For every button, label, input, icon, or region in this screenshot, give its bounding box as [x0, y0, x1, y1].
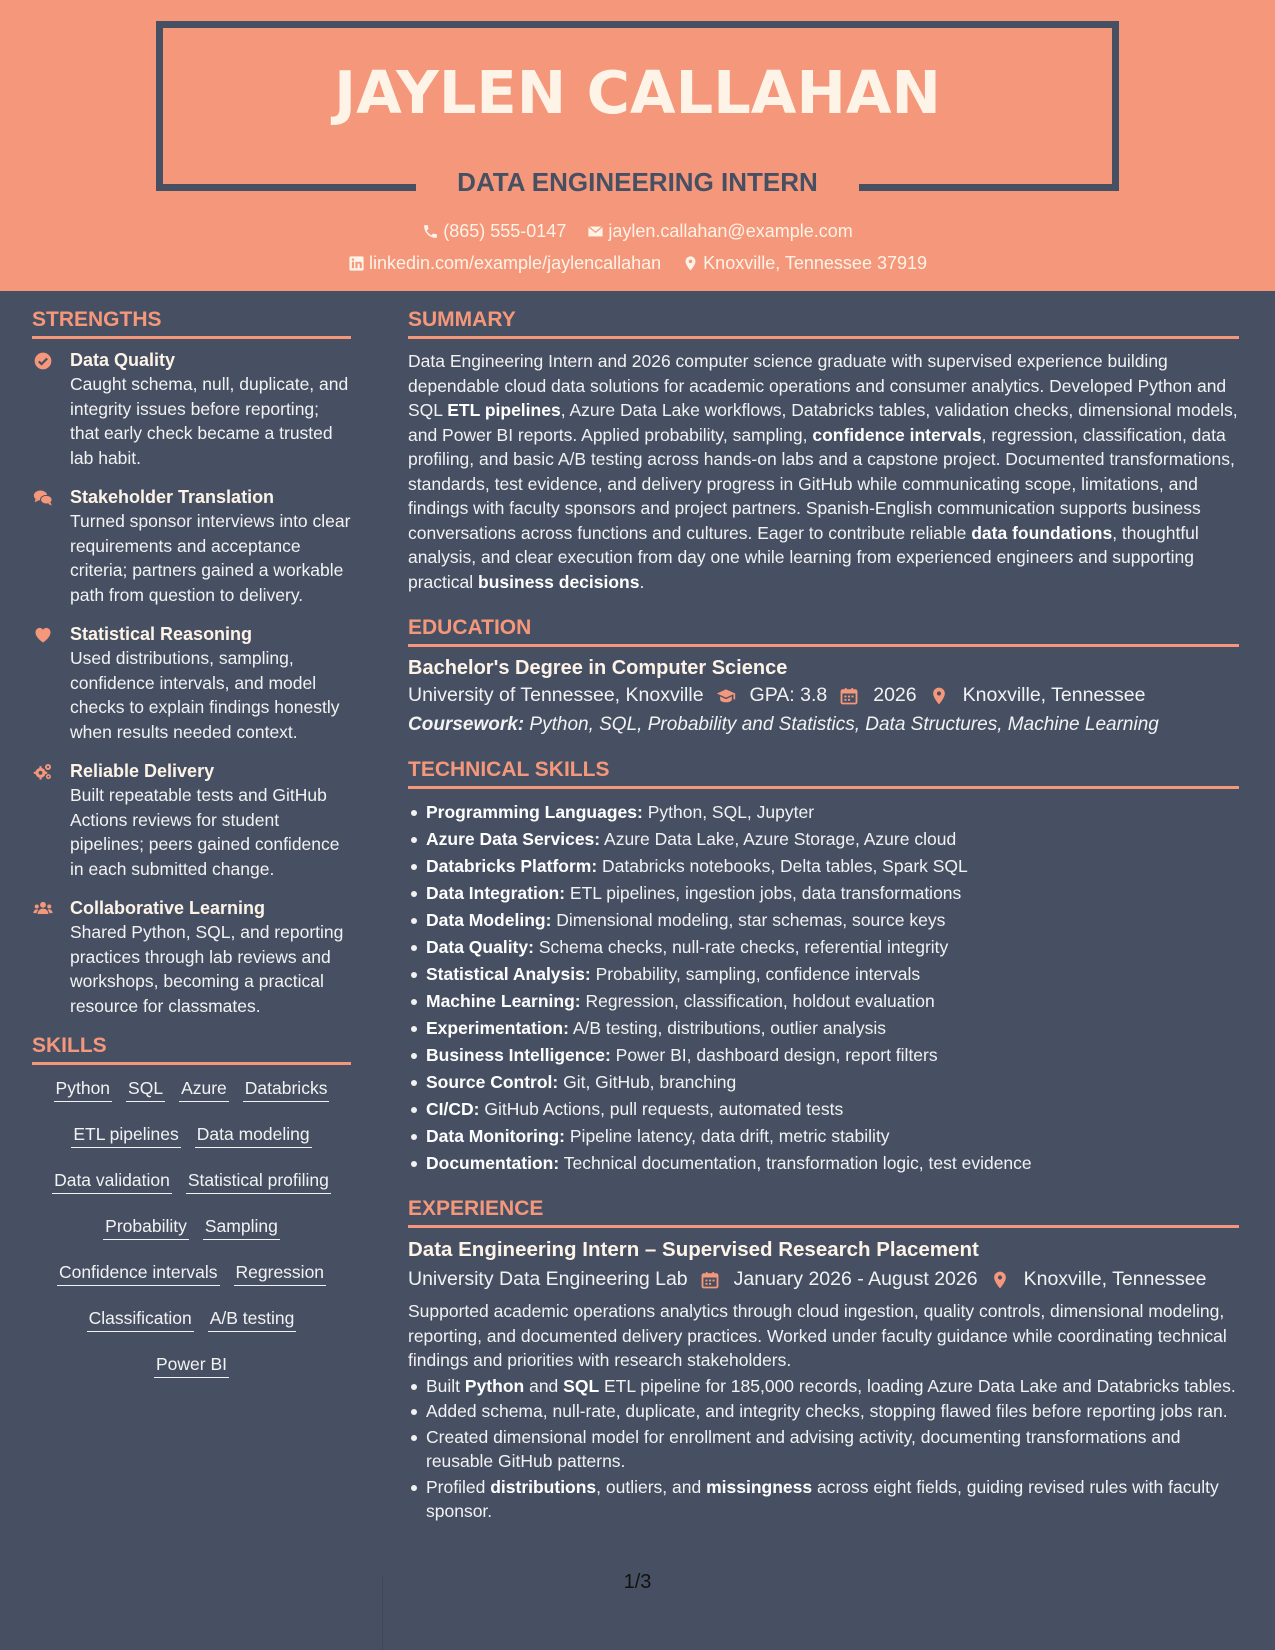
- skill-values: GitHub Actions, pull requests, automated tests: [479, 1099, 844, 1119]
- skill-category: Data Modeling:: [426, 910, 552, 930]
- bold-text: business decisions: [478, 571, 640, 592]
- experience-bullets: [408, 1374, 1239, 1524]
- technical-skill-item: [408, 826, 1239, 853]
- frame-line-left: [156, 184, 416, 191]
- skill-tag: Classification: [87, 1305, 194, 1332]
- calendar-icon: [839, 686, 859, 706]
- strength-item: [32, 349, 351, 470]
- skill-row: [32, 1305, 351, 1332]
- map-pin-icon: [682, 255, 699, 272]
- text-run: , thoughtful analysis, and clear execution from day one while learning from experienced engineers and supporting practical: [408, 522, 1199, 592]
- phone-text: (865) 555-0147: [443, 221, 567, 241]
- bold-text: SQL: [563, 1375, 600, 1396]
- coursework: [408, 714, 1239, 736]
- technical-skill-item: [408, 961, 1239, 988]
- skill-category: Data Monitoring:: [426, 1126, 566, 1146]
- skill-category: Databricks Platform:: [426, 856, 598, 876]
- skill-category: Documentation:: [426, 1153, 560, 1173]
- map-pin-icon: [990, 1270, 1010, 1290]
- skill-row: [32, 1121, 351, 1148]
- strength-item: [32, 760, 351, 881]
- skill-values: Python, SQL, Jupyter: [642, 802, 815, 822]
- calendar-icon: [700, 1270, 720, 1290]
- phone-icon: [422, 223, 439, 240]
- school-name: University of Tennessee, Knoxville: [408, 684, 704, 706]
- linkedin-contact[interactable]: [348, 253, 661, 274]
- organization-name: University Data Engineering Lab: [408, 1268, 688, 1290]
- skill-tag: Databricks: [243, 1075, 330, 1102]
- text-run: , outliers, and: [596, 1476, 707, 1497]
- skill-tag: Regression: [234, 1259, 327, 1286]
- technical-skill-item: [408, 799, 1239, 826]
- phone-contact[interactable]: [422, 221, 566, 242]
- skill-tag: Probability: [103, 1213, 189, 1240]
- skill-row: [32, 1259, 351, 1286]
- skill-values: ETL pipelines, ingestion jobs, data transformations: [565, 883, 962, 903]
- skill-tag: Data modeling: [195, 1121, 312, 1148]
- skill-values: Dimensional modeling, star schemas, source keys: [551, 910, 946, 930]
- technical-skill-item: [408, 1069, 1239, 1096]
- experience-heading: EXPERIENCE: [408, 1197, 1239, 1228]
- education-heading: EDUCATION: [408, 616, 1239, 647]
- strengths-heading: STRENGTHS: [32, 308, 351, 339]
- text-run: Built: [426, 1375, 465, 1396]
- skill-category: CI/CD:: [426, 1099, 480, 1119]
- experience-dates: January 2026 - August 2026: [733, 1268, 978, 1290]
- skill-values: Probability, sampling, confidence intervals: [590, 964, 921, 984]
- gpa-text: GPA: 3.8: [749, 684, 828, 706]
- education-details: [408, 684, 1239, 707]
- skill-category: Data Integration:: [426, 883, 566, 903]
- coursework-label: Coursework:: [408, 714, 525, 735]
- heart-icon: [32, 623, 56, 645]
- skill-tag: Sampling: [203, 1213, 280, 1240]
- skill-tag: Data validation: [52, 1167, 172, 1194]
- strength-item: [32, 623, 351, 744]
- skill-tag: Statistical profiling: [186, 1167, 331, 1194]
- skill-category: Statistical Analysis:: [426, 964, 591, 984]
- page-number: 1/3: [623, 1571, 652, 1593]
- skill-row: [32, 1075, 351, 1102]
- skill-tag: Power BI: [154, 1351, 229, 1378]
- skill-values: Schema checks, null-rate checks, referential integrity: [533, 937, 949, 957]
- text-run: , regression, classification, data profiling, and basic A/B testing across hands-on labs and a capstone project. Documented transformations, standards, test evidence, and delivery progress in GitHub while communicating scope, limitations, and findings with faculty sponsors and project partners. Spanish-English communication supports business conversations across functions and cultures. Eager to contribute reliable: [408, 424, 1235, 543]
- skill-values: Git, GitHub, branching: [558, 1072, 737, 1092]
- strength-item: [32, 486, 351, 607]
- map-pin-icon: [929, 686, 949, 706]
- skill-tag: Azure: [179, 1075, 229, 1102]
- experience-title: Data Engineering Intern – Supervised Research Placement: [408, 1238, 979, 1261]
- strength-title: Stakeholder Translation: [70, 487, 275, 507]
- strength-title: Collaborative Learning: [70, 898, 266, 918]
- left-column: [32, 308, 351, 1397]
- skill-category: Business Intelligence:: [426, 1045, 611, 1065]
- skill-category: Machine Learning:: [426, 991, 581, 1011]
- frame-line-right: [859, 184, 1119, 191]
- candidate-name: JAYLEN CALLAHAN: [334, 58, 941, 127]
- skill-values: A/B testing, distributions, outlier analysis: [568, 1018, 887, 1038]
- location-text: Knoxville, Tennessee 37919: [703, 253, 928, 273]
- technical-skill-item: [408, 907, 1239, 934]
- bold-text: missingness: [706, 1476, 813, 1497]
- strength-desc: Turned sponsor interviews into clear requirements and acceptance criteria; partners gained a workable path from question to delivery.: [70, 511, 351, 605]
- skill-category: Programming Languages:: [426, 802, 643, 822]
- strength-title: Statistical Reasoning: [70, 624, 253, 644]
- email-contact[interactable]: [587, 221, 852, 242]
- bold-text: ETL pipelines: [447, 400, 561, 420]
- skill-row: [32, 1213, 351, 1240]
- text-run: across eight fields, guiding revised rules with faculty sponsor.: [426, 1476, 1219, 1521]
- bold-text: distributions: [490, 1476, 597, 1497]
- graduation-year: 2026: [873, 684, 917, 706]
- skill-tag: SQL: [126, 1075, 165, 1102]
- location-contact: [682, 253, 927, 274]
- experience-details: [408, 1268, 1239, 1291]
- technical-skill-item: [408, 1123, 1239, 1150]
- contact-row-1: [0, 221, 1275, 245]
- technical-skill-item: [408, 1150, 1239, 1177]
- strength-desc: Used distributions, sampling, confidence intervals, and model checks to explain findings honestly when results needed context.: [70, 648, 340, 742]
- gears-icon: [32, 760, 56, 782]
- skill-category: Azure Data Services:: [426, 829, 601, 849]
- summary-heading: SUMMARY: [408, 308, 1239, 339]
- envelope-icon: [587, 223, 604, 240]
- experience-bullet: [408, 1374, 1239, 1399]
- text-run: Added schema, null-rate, duplicate, and integrity checks, stopping flawed files before reporting jobs ran.: [426, 1401, 1228, 1421]
- skill-tag: A/B testing: [208, 1305, 297, 1332]
- strength-title: Data Quality: [70, 350, 176, 370]
- technical-skill-item: [408, 1096, 1239, 1123]
- summary-text: [408, 349, 1239, 594]
- coursework-list: Python, SQL, Probability and Statistics, Data Structures, Machine Learning: [529, 714, 1159, 735]
- technical-skill-item: [408, 1042, 1239, 1069]
- linkedin-text: linkedin.com/example/jaylencallahan: [368, 253, 662, 273]
- experience-bullet: [408, 1425, 1239, 1474]
- right-column: [408, 308, 1239, 1525]
- text-run: Data Engineering Intern and 2026 computer science graduate with supervised experience building dependable cloud data solutions for academic operations and consumer analytics. Developed Python and SQL: [408, 351, 1227, 420]
- skills-list: [32, 1075, 351, 1378]
- contact-row-2: [0, 253, 1275, 277]
- skill-values: Pipeline latency, data drift, metric stability: [565, 1126, 890, 1146]
- linkedin-icon: [348, 255, 365, 272]
- skill-tag: Python: [54, 1075, 112, 1102]
- skill-category: Source Control:: [426, 1072, 559, 1092]
- comments-icon: [32, 486, 56, 508]
- technical-skill-item: [408, 880, 1239, 907]
- technical-skills-list: [408, 799, 1239, 1177]
- skills-heading: SKILLS: [32, 1034, 351, 1065]
- technical-skills-heading: TECHNICAL SKILLS: [408, 758, 1239, 789]
- skill-values: Technical documentation, transformation logic, test evidence: [559, 1153, 1032, 1173]
- skill-category: Experimentation:: [426, 1018, 569, 1038]
- skill-values: Regression, classification, holdout evaluation: [580, 991, 935, 1011]
- degree-title: Bachelor's Degree in Computer Science: [408, 657, 788, 679]
- skill-row: [32, 1351, 351, 1378]
- check-circle-icon: [32, 349, 56, 371]
- technical-skill-item: [408, 988, 1239, 1015]
- skill-category: Data Quality:: [426, 937, 534, 957]
- text-run: ETL pipeline for 185,000 records, loading Azure Data Lake and Databricks tables.: [599, 1375, 1236, 1396]
- graduation-cap-icon: [716, 686, 736, 706]
- resume-header: [0, 0, 1275, 291]
- text-run: Created dimensional model for enrollment and advising activity, documenting transformations and reusable GitHub patterns.: [426, 1426, 1181, 1471]
- experience-description: Supported academic operations analytics through cloud ingestion, quality controls, dimensional modeling, reporting, and documented delivery practices. Worked under faculty guidance while coordinating technical findings and priorities with research stakeholders.: [408, 1301, 1227, 1370]
- text-run: .: [639, 571, 645, 592]
- skill-row: [32, 1167, 351, 1194]
- bold-text: data foundations: [971, 522, 1113, 543]
- skill-values: Power BI, dashboard design, report filters: [610, 1045, 938, 1065]
- skill-tag: Confidence intervals: [57, 1259, 220, 1286]
- experience-bullet: [408, 1399, 1239, 1424]
- text-run: Profiled: [426, 1476, 491, 1497]
- strength-title: Reliable Delivery: [70, 761, 215, 781]
- strength-desc: Shared Python, SQL, and reporting practices through lab reviews and workshops, becoming a practical resource for classmates.: [70, 922, 344, 1016]
- text-run: and: [524, 1375, 564, 1396]
- email-text: jaylen.callahan@example.com: [608, 221, 853, 241]
- technical-skill-item: [408, 934, 1239, 961]
- strength-item: [32, 897, 351, 1018]
- skill-values: Databricks notebooks, Delta tables, Spark SQL: [597, 856, 968, 876]
- skill-values: Azure Data Lake, Azure Storage, Azure cloud: [600, 829, 957, 849]
- bold-text: confidence intervals: [812, 424, 982, 445]
- experience-location: Knoxville, Tennessee: [1023, 1268, 1207, 1290]
- text-run: , Azure Data Lake workflows, Databricks tables, validation checks, dimensional models, and Power BI reports. Applied probability, sampling,: [408, 400, 1238, 445]
- strength-desc: Caught schema, null, duplicate, and integrity issues before reporting; that early check became a trusted lab habit.: [70, 374, 349, 468]
- skill-tag: ETL pipelines: [71, 1121, 180, 1148]
- experience-bullet: [408, 1475, 1239, 1524]
- technical-skill-item: [408, 853, 1239, 880]
- bold-text: Python: [464, 1375, 525, 1396]
- school-location: Knoxville, Tennessee: [962, 684, 1146, 706]
- technical-skill-item: [408, 1015, 1239, 1042]
- job-title: DATA ENGINEERING INTERN: [457, 167, 818, 197]
- users-icon: [32, 897, 56, 919]
- strength-desc: Built repeatable tests and GitHub Actions reviews for student pipelines; peers gained confidence in each submitted change.: [70, 785, 340, 879]
